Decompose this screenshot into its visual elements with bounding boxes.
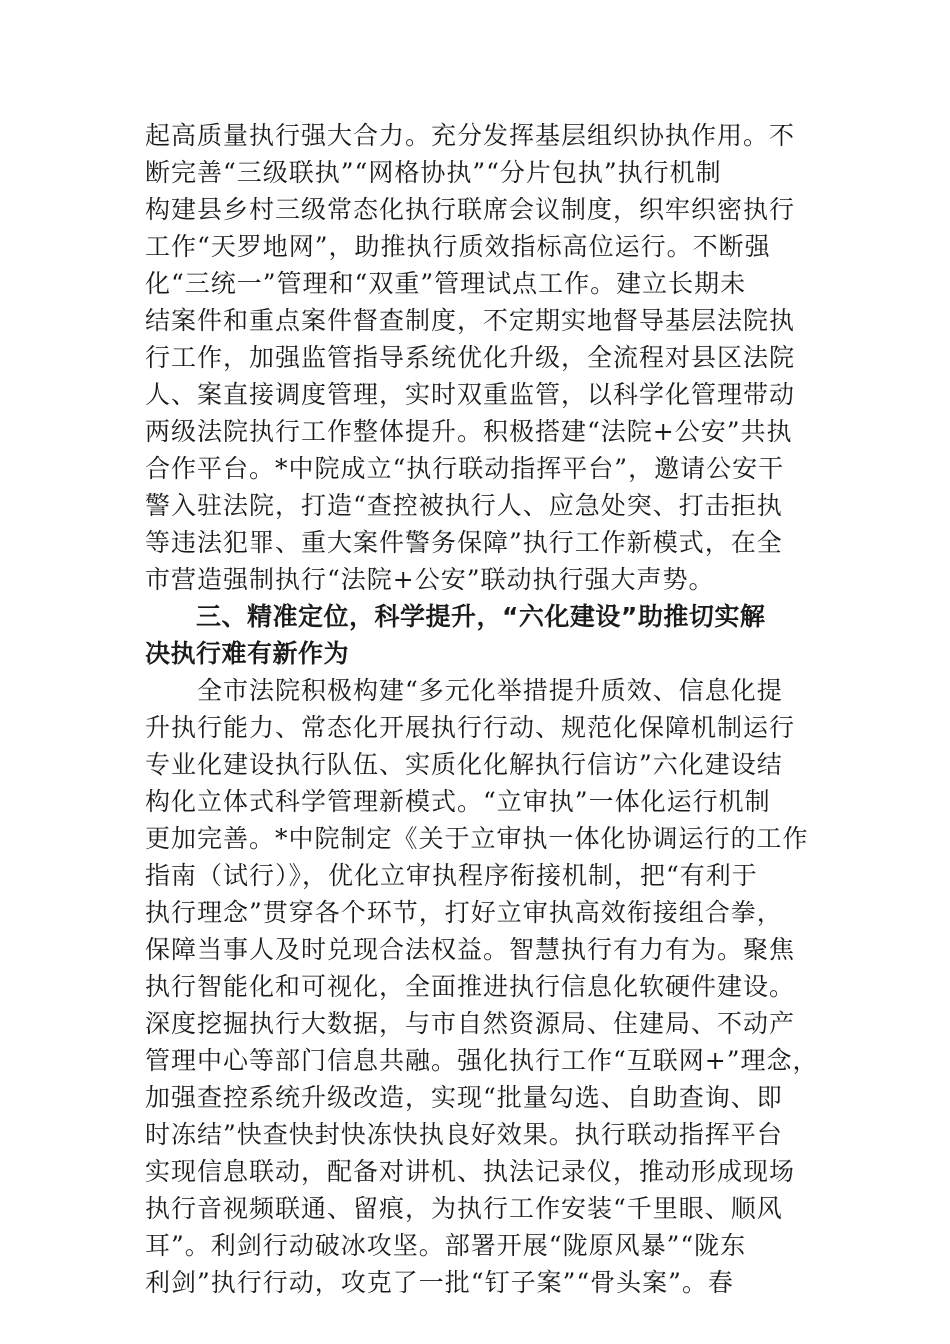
body-text-line: 化“三统一”管理和“双重”管理试点工作。建立长期未 (145, 269, 747, 298)
body-text-line: 等违法犯罪、重大案件警务保障”执行工作新模式，在全 (145, 528, 783, 557)
section-heading-line: 三、精准定位，科学提升，“六化建设”助推切实解 (145, 602, 766, 631)
body-text-line: 结案件和重点案件督查制度，不定期实地督导基层法院执 (145, 306, 796, 335)
body-text-line: 执行音视频联通、留痕，为执行工作安装“千里眼、顺风 (145, 1194, 783, 1223)
body-text-line: 构建县乡村三级常态化执行联席会议制度，织牢织密执行 (145, 195, 796, 224)
body-text-line: 保障当事人及时兑现合法权益。智慧执行有力有为。聚焦 (145, 935, 796, 964)
body-text-line: 管理中心等部门信息共融。强化执行工作“互联网+”理念， (145, 1046, 819, 1075)
body-text-line: 深度挖掘执行大数据，与市自然资源局、住建局、不动产 (145, 1009, 796, 1038)
body-text-line: 断完善“三级联执”“网格协执”“分片包执”执行机制 (145, 158, 722, 187)
body-text-line: 升执行能力、常态化开展执行行动、规范化保障机制运行 (145, 713, 796, 742)
body-text-line: 起高质量执行强大合力。充分发挥基层组织协执作用。不 (145, 121, 796, 150)
body-text-line: 两级法院执行工作整体提升。积极搭建“法院+公安”共执 (145, 417, 793, 446)
body-text-line: 时冻结”快查快封快冻快执良好效果。执行联动指挥平台 (145, 1120, 783, 1149)
body-text-line: 行工作，加强监管指导系统优化升级，全流程对县区法院 (145, 343, 796, 372)
body-text-line: 执行智能化和可视化，全面推进执行信息化软硬件建设。 (145, 972, 796, 1001)
body-text-line: 人、案直接调度管理，实时双重监管，以科学化管理带动 (145, 380, 796, 409)
body-text-line: 工作“天罗地网”，助推执行质效指标高位运行。不断强 (145, 232, 771, 261)
body-text-line: 耳”。利剑行动破冰攻坚。部署开展“陇原风暴”“陇东 (145, 1231, 747, 1260)
body-text-line: 利剑”执行行动，攻克了一批“钉子案”“骨头案”。春 (145, 1268, 734, 1297)
body-text-line: 合作平台。*中院成立“执行联动指挥平台”，邀请公安干 (145, 454, 785, 483)
body-text-line: 警入驻法院，打造“查控被执行人、应急处突、打击拒执 (145, 491, 783, 520)
body-text-line: 市营造强制执行“法院+公安”联动执行强大声势。 (145, 565, 715, 594)
section-heading-line: 决执行难有新作为 (145, 639, 350, 668)
body-text-line: 加强查控系统升级改造，实现“批量勾选、自助查询、即 (145, 1083, 783, 1112)
body-text-line: 实现信息联动，配备对讲机、执法记录仪，推动形成现场 (145, 1157, 796, 1186)
body-text-line: 全市法院积极构建“多元化举措提升质效、信息化提 (145, 676, 783, 705)
body-text-line: 执行理念”贯穿各个环节，打好立审执高效衔接组合拳， (145, 898, 783, 927)
body-text-line: 指南（试行）》，优化立审执程序衔接机制，把“有利于 (145, 861, 758, 890)
body-text-line: 构化立体式科学管理新模式。“立审执”一体化运行机制 (145, 787, 771, 816)
body-text-line: 更加完善。*中院制定《关于立审执一体化协调运行的工作 (145, 824, 809, 853)
body-text-line: 专业化建设执行队伍、实质化化解执行信访”六化建设结 (145, 750, 783, 779)
